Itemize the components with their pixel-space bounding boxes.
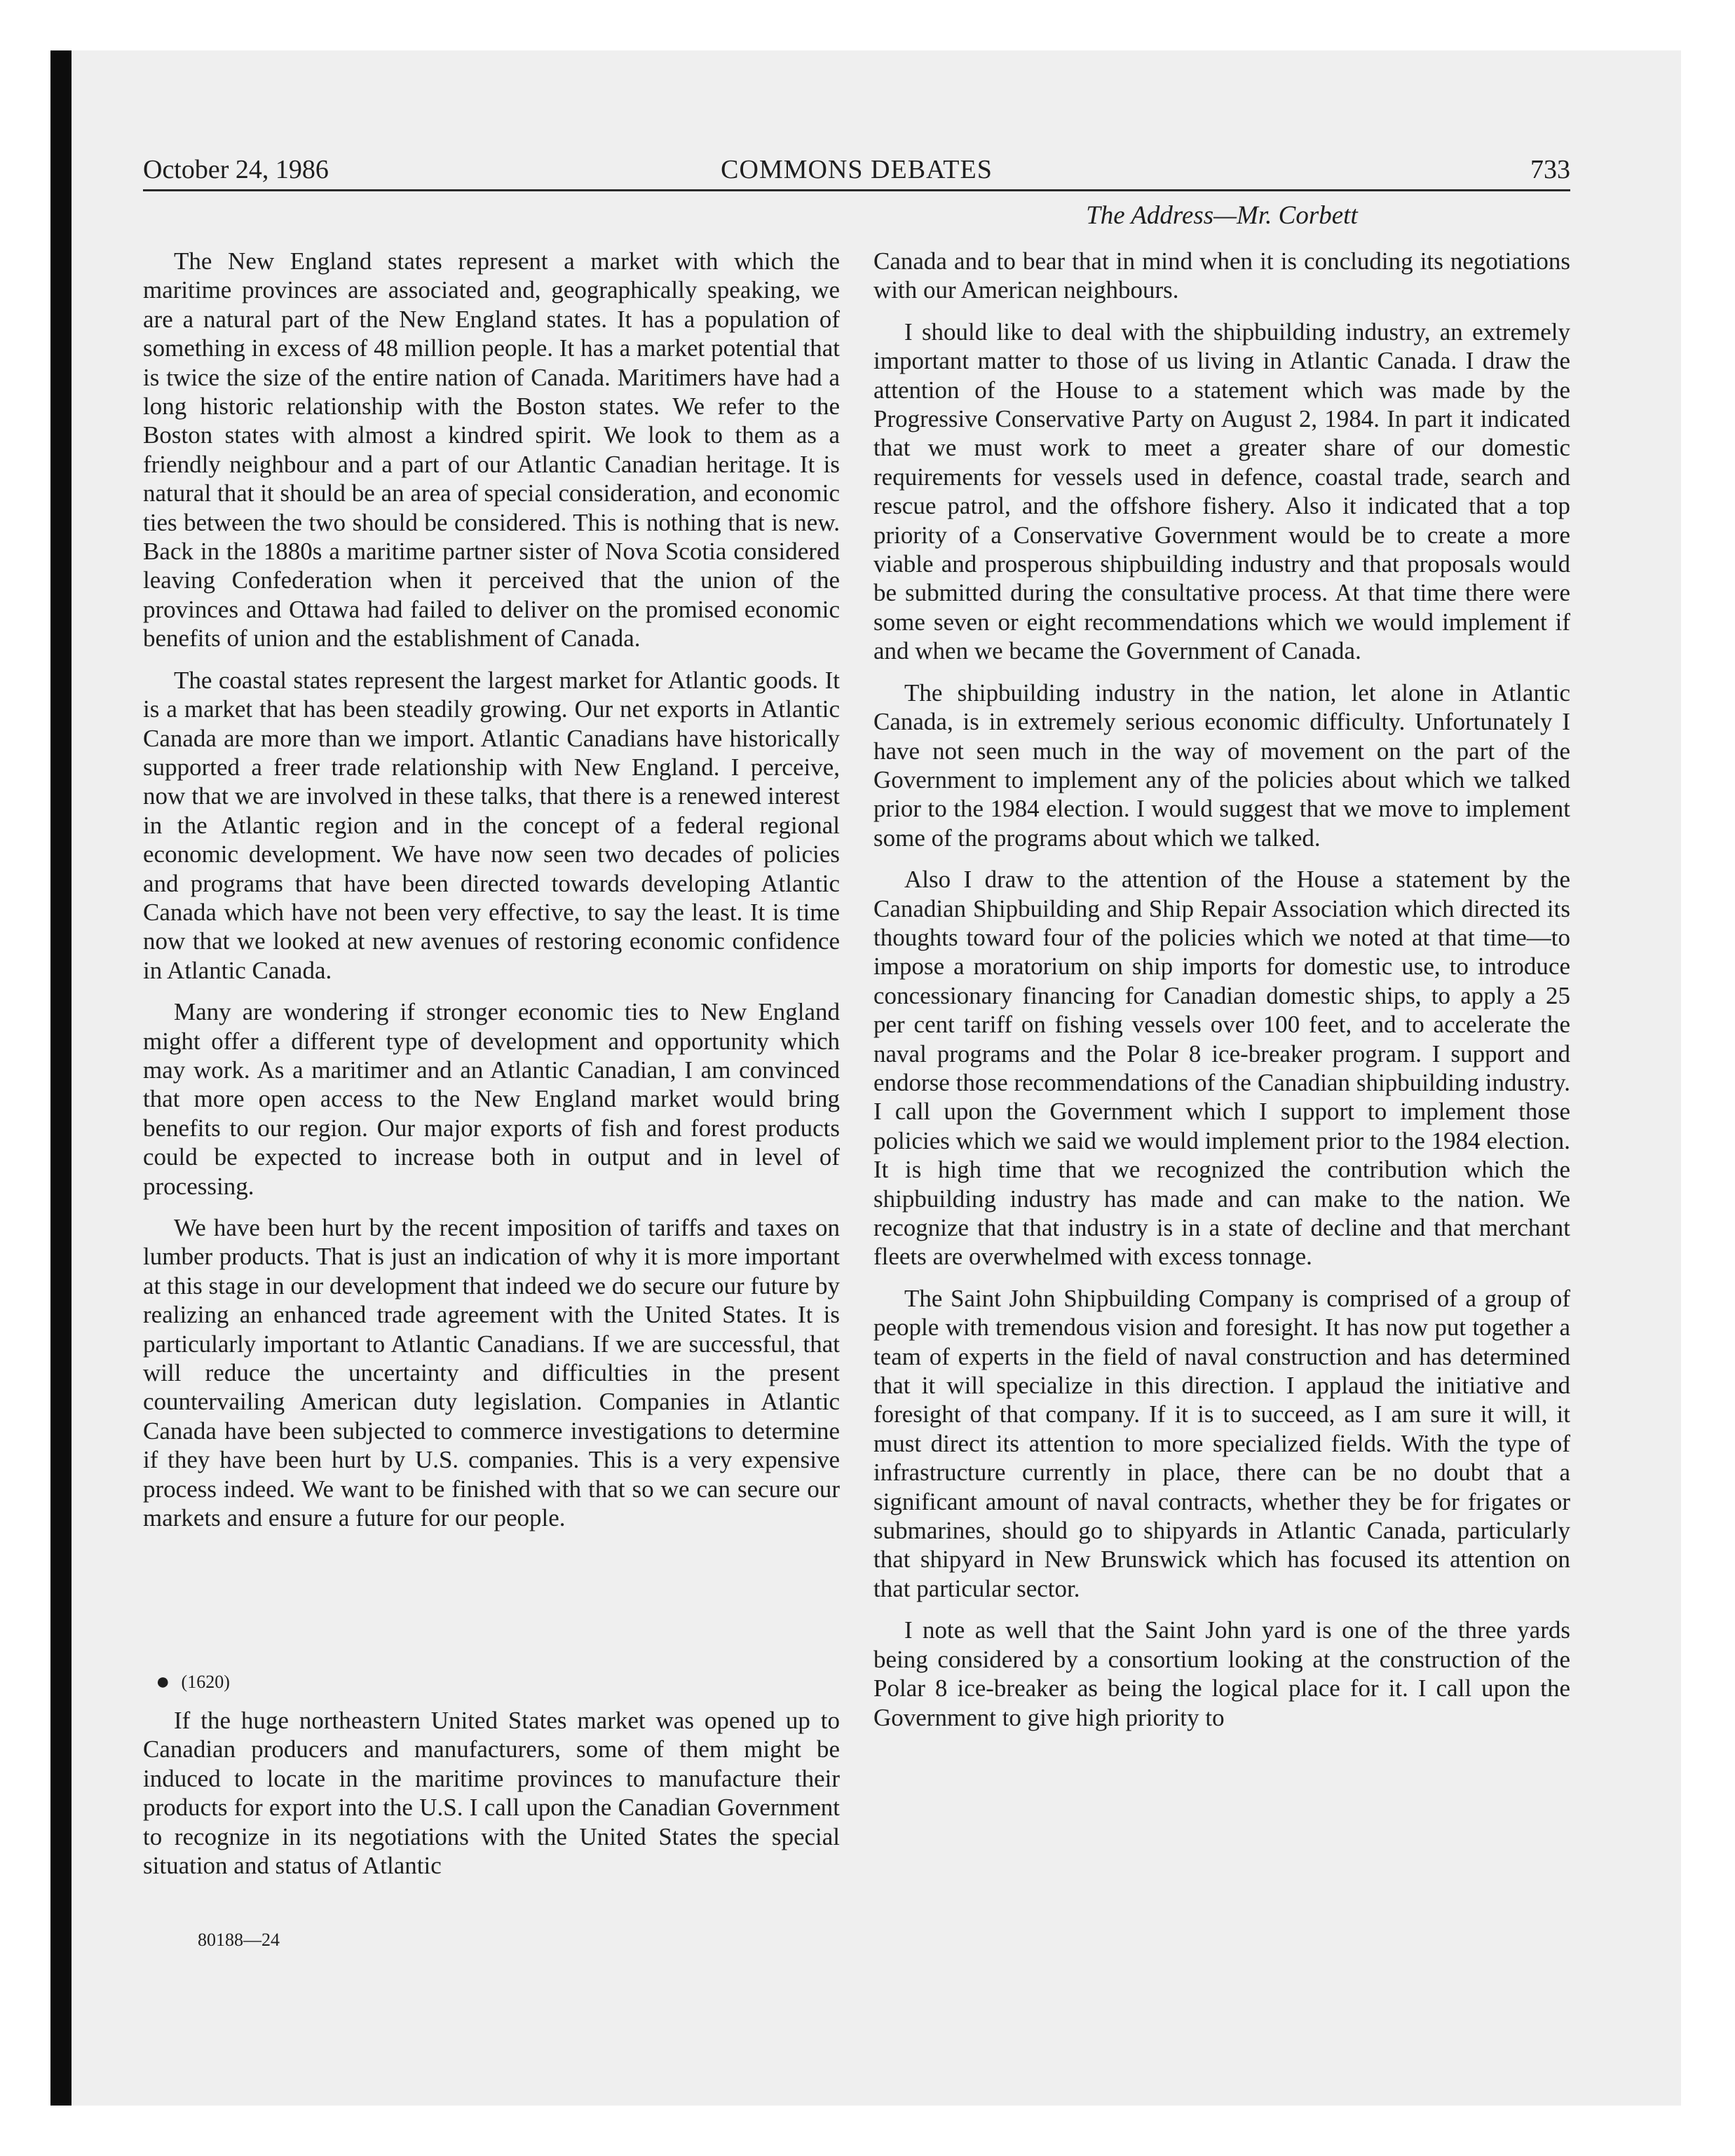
time-marker-text: (1620) <box>181 1672 230 1692</box>
paragraph: I should like to deal with the shipbuilding industry, an extremely important matter to those of us living in Atlantic Canada. I draw the attention of the House to a statement which was made by the Progressive Conservative Party on August 2, 1984. In part it indicated that we must work to meet a greater share of our domestic requirements for vessels used in defence, coastal trade, search and rescue patrol, and the offshore fishery. Also it indicated that a top priority of a Conservative Government would be to create a more viable and prosperous shipbuilding industry and that proposals would be submitted during the consultative process. At that time there were some seven or eight recommendations which we would implement if and when we became the Government of Canada. <box>873 318 1570 665</box>
paragraph: The shipbuilding industry in the nation, let alone in Atlantic Canada, is in extremely serious economic difficulty. Unfortunately I have not seen much in the way of movement on the part of the Government to implement any of the policies about which we talked prior to the 1984 election. I would suggest that we move to implement some of the programs about which we talked. <box>873 678 1570 852</box>
paragraph: The Saint John Shipbuilding Company is comprised of a group of people with tremendous vision and foresight. It has now put together a team of experts in the field of naval construction and has determined that it will specialize in this direction. I applaud the initiative and foresight of that company. If it is to succeed, as I am sure it will, it must direct its attention to more specialized fields. With the type of infrastructure currently in place, there can be no doubt that a significant amount of naval contracts, whether they be for frigates or submarines, should go to shipyards in Atlantic Canada, particularly that shipyard in New Brunswick which has focused its attention on that particular sector. <box>873 1284 1570 1602</box>
page-number: 733 <box>1530 155 1570 184</box>
header-date: October 24, 1986 <box>143 155 329 184</box>
left-column <box>143 247 840 1545</box>
paragraph: I note as well that the Saint John yard is one of the three yards being considered by a consortium looking at the construction of the Polar 8 ice-breaker as being the logical place for it. I call upon the Government to give high priority to <box>873 1616 1570 1731</box>
right-column <box>873 247 1570 1745</box>
paragraph: Many are wondering if stronger economic ties to New England might offer a different type of development and opportunity which may work. As a maritimer and an Atlantic Canadian, I am convinced that more open access to the New England market would bring benefits to our region. Our major exports of fish and forest products could be expected to increase both in output and in level of processing. <box>143 998 840 1200</box>
running-head: The Address—Mr. Corbett <box>1086 201 1358 230</box>
footer-code: 80188—24 <box>198 1930 280 1950</box>
time-marker <box>156 1668 230 1696</box>
bullet-icon: ● <box>156 1669 170 1695</box>
paragraph: The New England states represent a market with which the maritime provinces are associated and, geographically speaking, we are a natural part of the New England states. It has a population of something in excess of 48 million people. It has a market potential that is twice the size of the entire nation of Canada. Maritimers have had a long historic relationship with the Boston states. We refer to the Boston states with almost a kindred spirit. We look to them as a friendly neighbour and a part of our Atlantic Canadian heritage. It is natural that it should be an area of special consideration, and economic ties between the two should be considered. This is nothing that is new. Back in the 1880s a maritime partner sister of Nova Scotia considered leaving Confederation when it perceived that the union of the provinces and Ottawa had failed to deliver on the promised economic benefits of union and the establishment of Canada. <box>143 247 840 653</box>
paragraph: Also I draw to the attention of the House a statement by the Canadian Shipbuilding and Ship Repair Association which directed its thoughts toward four of the policies which we noted at that time—to impose a moratorium on ship imports for domestic use, to introduce concessionary financing for Canadian domestic ships, to apply a 25 per cent tariff on fishing vessels over 100 feet, and to accelerate the naval programs and the Polar 8 ice-breaker program. I support and endorse those recommendations of the Canadian shipbuilding industry. I call upon the Government which I support to implement those policies which we said we would implement prior to the 1984 election. It is high time that we recognized the contribution which the shipbuilding industry has made and can make to the nation. We recognize that that industry is in a state of decline and that merchant fleets are overwhelmed with excess tonnage. <box>873 866 1570 1271</box>
paragraph: The coastal states represent the largest market for Atlantic goods. It is a market that has been steadily growing. Our net exports in Atlantic Canada are more than we import. Atlantic Canadians have historically supported a freer trade relationship with New England. I perceive, now that we are involved in these talks, that there is a renewed interest in the Atlantic region and in the concept of a federal regional economic development. We have now seen two decades of policies and programs that have been directed towards developing Atlantic Canada which have not been very effective, to say the least. It is time now that we looked at new avenues of restoring economic confidence in Atlantic Canada. <box>143 666 840 984</box>
header-title: COMMONS DEBATES <box>721 155 993 184</box>
paragraph: Canada and to bear that in mind when it is concluding its negotiations with our American neighbours. <box>873 247 1570 304</box>
paragraph: We have been hurt by the recent imposition of tariffs and taxes on lumber products. That is just an indication of why it is more important at this stage in our development that indeed we do secure our future by realizing an enhanced trade agreement with the United States. It is particularly important to Atlantic Canadians. If we are successful, that will reduce the uncertainty and difficulties in the present countervailing American duty legislation. Companies in Atlantic Canada have been subjected to commerce investigations to determine if they have been hurt by U.S. companies. This is a very expensive process indeed. We want to be finished with that so we can secure our markets and ensure a future for our people. <box>143 1214 840 1532</box>
paragraph: If the huge northeastern United States market was opened up to Canadian producers and manufacturers, some of them might be induced to locate in the maritime provinces to manufacture their products for export into the U.S. I call upon the Canadian Government to recognize in its negotiations with the United States the special situation and status of Atlantic <box>143 1707 840 1880</box>
left-column-continued <box>143 1706 840 1892</box>
page-header <box>143 150 1570 191</box>
scan-border <box>50 50 72 2106</box>
